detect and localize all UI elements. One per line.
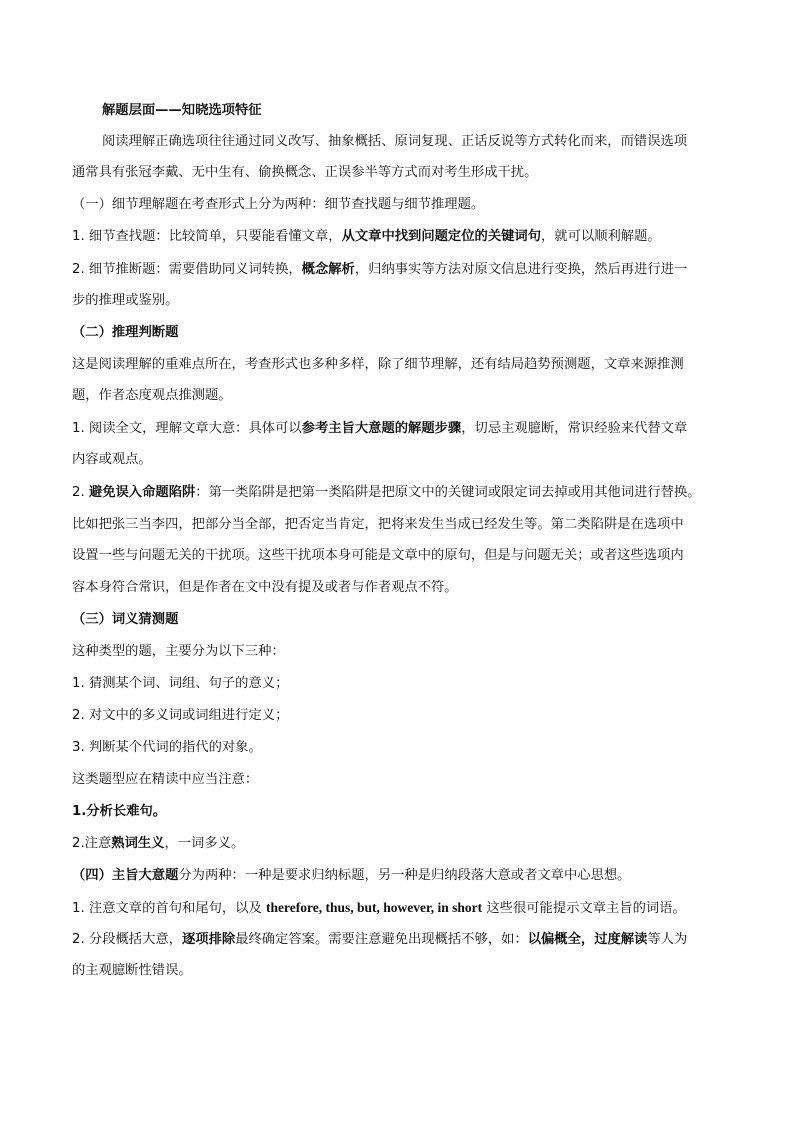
sec4-item2-bold-1: 逐项排除 [182,932,236,947]
sec4-item2-bold-2: 以偏概全，过度解读 [527,932,648,947]
sec1-item1-bold: 从文章中找到问题定位的关键词句 [341,229,542,244]
sec2-item1-cont: 内容或观点。 [72,452,152,467]
sec2-item1-tail: ，切忌主观臆断，常识经验来代替文章 [461,421,688,436]
sec1-item2-cont: 步的推理或鉴别。 [72,293,179,308]
sec1-item2 [72,261,687,279]
sec1-title: （一）细节理解题在考查形式上分为两种：细节查找题与细节推理题。 [72,197,485,212]
sec4-title-bold: 主旨大意题 [111,868,179,883]
sec3-item1: 1. 猜测某个词、词组、句子的意义； [72,676,289,691]
sec3-note2-text: 2.注意 [72,836,112,851]
sec3-note2-tail: ，一词多义。 [164,836,245,851]
sec4-item2-tail: 等人为 [647,932,688,947]
sec2-item1-bold: 参考主旨大意题的解题步骤 [301,421,462,436]
sec4-title-num: （四） [72,868,112,883]
sec1-item1 [72,228,661,246]
sec1-item2-bold: 概念解析 [301,262,355,277]
sec2-item2 [72,484,701,502]
sec2-item2-cont-1: 比如把张三当李四，把部分当全部，把否定当肯定，把将来发生当成已经发生等。第二类陷阱是在选项中 [72,517,684,532]
sec4-item2-mid: 最终确定答案。需要注意避免出现概括不够，如： [235,932,528,947]
sec3-p1: 这种类型的题，主要分为以下三种： [72,644,285,659]
sec4-item1-text: 1. 注意文章的首句和尾句，以及 [72,901,266,916]
sec1-item2-tail: ，归纳事实等方法对原文信息进行变换，然后再进行进一 [354,262,688,277]
sec3-item3: 3. 判断某个代词的指代的对象。 [72,740,262,755]
sec1-item1-tail: ，就可以顺利解题。 [541,229,661,244]
sec4-item2-cont: 的主观臆断性错误。 [72,963,192,978]
sec4-item2 [72,931,687,949]
sec3-item2: 2. 对文中的多义词或词组进行定义； [72,708,289,723]
sec2-item2-bold: 避免误入命题陷阱 [88,485,196,500]
sec2-item2-cont-3: 容本身符合常识，但是作者在文中没有提及或者与作者观点不符。 [72,580,458,595]
sec1-item1-text: 1. 细节查找题：比较简单，只要能看懂文章， [72,229,342,244]
sec4-title-tail: 分为两种：一种是要求归纳标题，另一种是归纳段落大意或者文章中心思想。 [178,868,631,883]
sec2-item2-num: 2. [72,485,89,500]
sec3-note1: 1.分析长难句。 [72,804,167,819]
sec4-item2-text: 2. 分段概括大意， [72,932,182,947]
sec3-title: （三）词义猜测题 [72,612,179,627]
intro-line-2: 通常具有张冠李戴、无中生有、偷换概念、正误参半等方式而对考生形成干扰。 [72,165,538,180]
sec3-note2-bold: 熟词生义 [111,836,165,851]
sec2-item2-tail: ：第一类陷阱是把第一类陷阱是把原文中的关键词或限定词去掉或用其他词进行替换。 [195,485,701,500]
sec4-item1 [72,899,686,918]
sec2-item2-cont-2: 设置一些与问题无关的干扰项。这些干扰项本身可能是文章中的原句，但是与问题无关；或者这些选项内 [72,548,684,563]
sec4-title [72,867,630,885]
intro-line-1: 阅读理解正确选项往往通过同义改写、抽象概括、原词复现、正话反说等方式转化而来，而错误选项 [102,134,688,149]
sec2-item1 [72,420,687,438]
sec2-item1-text: 1. 阅读全文，理解文章大意：具体可以 [72,421,302,436]
sec2-p1: 这是阅读理解的重难点所在，考查形式也多种多样，除了细节理解，还有结局趋势预测题，文章来源推测 [72,357,684,372]
sec1-item2-text: 2. 细节推断题：需要借助同义词转换， [72,262,302,277]
sec3-note2 [72,835,244,853]
sec3-p2: 这类题型应在精读中应当注意： [72,772,259,787]
sec4-item1-keywords: therefore, thus, but, however, in short [266,900,483,915]
section-heading: 解题层面——知晓选项特征 [102,103,262,118]
sec4-item1-tail: 这些很可能提示文章主旨的词语。 [482,901,686,916]
sec2-title: （二）推理判断题 [72,325,179,340]
sec2-p2: 题，作者态度观点推测题。 [72,388,232,403]
